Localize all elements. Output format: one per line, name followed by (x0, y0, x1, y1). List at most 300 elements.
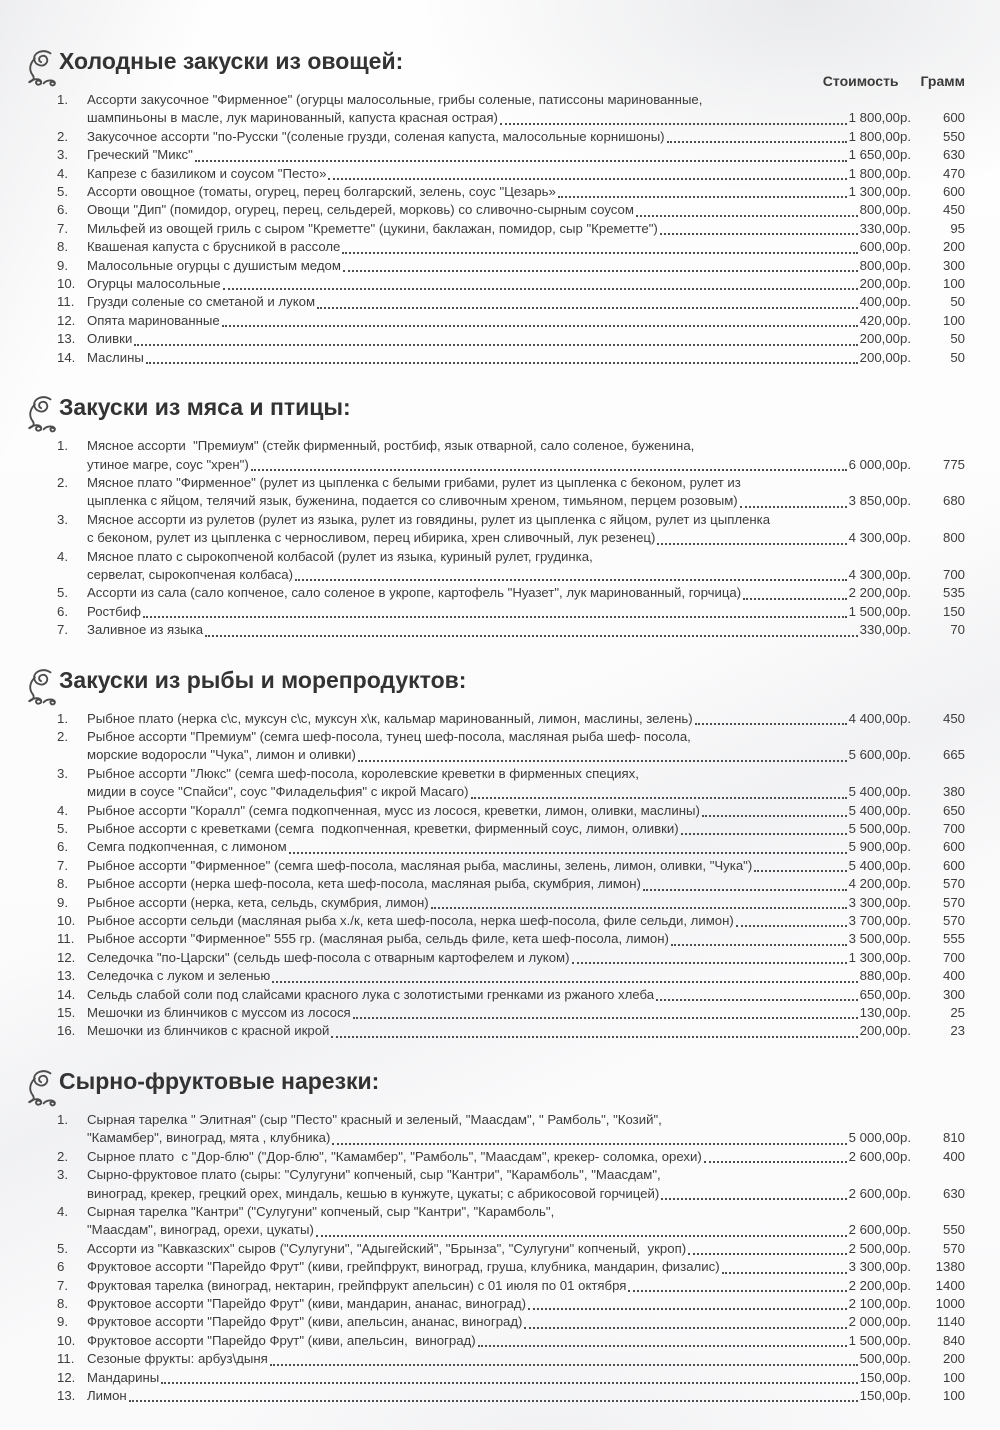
item-grams: 450 (942, 710, 965, 726)
item-last-line (87, 529, 911, 547)
item-grams: 1000 (935, 1295, 965, 1311)
menu-item-row (57, 728, 965, 765)
item-text: цыпленка с яйцом, телячий язык, буженина, подается со сливочным хреном, тимьяном, перцем розовым) (87, 493, 738, 509)
menu-item-row (57, 165, 965, 183)
item-last-line (87, 857, 911, 875)
item-price: 3 500,00р. (848, 931, 911, 947)
menu-item-row (57, 511, 965, 548)
item-price: 800,00р. (859, 202, 911, 218)
item-last-line (87, 1350, 911, 1368)
item-text-line: Сырная тарелка " Элитная" (сыр "Песто" красный и зеленый, "Маасдам", " Рамболь", "Козий", (87, 1111, 662, 1127)
item-body (87, 603, 911, 621)
item-last-line (87, 1004, 911, 1022)
item-text: Фруктовая тарелка (виноград, нектарин, грейпфрукт апельсин) с 01 июля по 01 октября (87, 1277, 627, 1293)
dot-leader (681, 833, 847, 835)
item-number: 13. (57, 968, 76, 984)
item-number: 3. (57, 1167, 68, 1183)
item-last-line (87, 820, 911, 838)
dot-leader (478, 1345, 847, 1347)
item-grams: 570 (942, 876, 965, 892)
price-column-header: Стоимость (822, 73, 899, 89)
item-number: 8. (57, 1295, 68, 1311)
item-text-line: Мясное плато с сырокопченой колбасой (рулет из языка, куриный рулет, грудинка, (87, 548, 593, 564)
dot-leader (643, 889, 847, 891)
item-number: 5. (57, 821, 68, 836)
menu-item-row (57, 201, 965, 219)
dot-leader (331, 1036, 857, 1038)
item-text: Рыбное ассорти "Фирменное" 555 гр. (масляная рыба, сельдь филе, кета шеф-посола, лимон) (87, 931, 669, 947)
dot-leader (660, 233, 858, 235)
item-price: 5 900,00р. (848, 839, 911, 855)
item-text: Опята маринованные (87, 312, 220, 328)
dot-leader (695, 723, 847, 725)
item-last-line (87, 1277, 911, 1295)
item-text: "Камамбер", виноград, мята , клубника) (87, 1130, 331, 1146)
menu-item-row (57, 1313, 965, 1331)
item-grams: 700 (942, 566, 965, 582)
item-body (87, 728, 911, 765)
dot-leader (222, 325, 858, 327)
item-last-line (87, 146, 911, 164)
item-number: 5. (57, 585, 68, 601)
item-text: Фруктовое ассорти "Парейдо Фрут" (киви, апельсин, ананас, виноград) (87, 1314, 523, 1330)
item-grams: 25 (950, 1005, 965, 1021)
item-number: 10. (57, 913, 76, 929)
flourish-icon (23, 1067, 63, 1111)
menu-item-row (57, 1166, 965, 1203)
item-last-line (87, 1129, 911, 1147)
item-body (87, 349, 911, 367)
item-price: 4 300,00р. (848, 530, 911, 546)
menu-item-row (57, 275, 965, 293)
item-price: 2 500,00р. (848, 1240, 911, 1256)
item-body (87, 857, 911, 875)
item-grams: 570 (942, 1240, 965, 1256)
item-text-line: Рыбное ассорти "Люкс" (семга шеф-посола, королевские креветки в фирменных специях, (87, 765, 639, 781)
item-last-line (87, 1221, 911, 1239)
dot-leader (471, 797, 847, 799)
item-price: 5 400,00р. (848, 857, 911, 873)
item-text: сервелат, сырокопченая колбаса) (87, 566, 293, 582)
dot-leader (270, 1364, 858, 1366)
item-text: Ростбиф (87, 603, 141, 619)
item-text: Квашеная капуста с брусникой в рассоле (87, 239, 341, 255)
item-grams: 100 (942, 276, 965, 292)
item-grams: 570 (942, 913, 965, 929)
item-price: 200,00р. (859, 276, 911, 292)
item-text: с беконом, рулет из цыпленка с черносливом, перец ибирика, хрен сливочный, лук резенец) (87, 530, 656, 546)
menu-section (57, 665, 965, 1041)
item-text: утиное магре, соус "хрен") (87, 456, 249, 472)
item-grams: 200 (942, 239, 965, 255)
item-body (87, 511, 911, 548)
item-body (87, 1240, 911, 1258)
item-body (87, 1148, 911, 1166)
dot-leader (289, 852, 847, 854)
item-grams: 600 (942, 184, 965, 200)
item-text: Селедочка с луком и зеленью (87, 968, 271, 984)
menu-item-row (57, 1240, 965, 1258)
flourish-icon (23, 393, 63, 437)
item-last-line (87, 183, 911, 201)
item-last-line (87, 1148, 911, 1166)
item-number: 2. (57, 728, 68, 744)
item-last-line (87, 1258, 911, 1276)
item-grams: 1140 (936, 1314, 965, 1330)
item-price: 3 850,00р. (848, 493, 911, 509)
item-body (87, 312, 911, 330)
dot-leader (722, 1272, 847, 1274)
item-grams: 150 (942, 603, 965, 619)
item-text: Грузди соленые со сметаной и луком (87, 294, 316, 310)
item-number: 6. (57, 202, 68, 218)
item-number: 7. (57, 1277, 68, 1293)
item-last-line (87, 1332, 911, 1350)
menu-item-row (57, 967, 965, 985)
dot-leader (524, 1327, 846, 1329)
item-price: 880,00р. (859, 968, 911, 984)
item-price: 130,00р. (859, 1005, 911, 1021)
item-price: 500,00р. (859, 1351, 911, 1367)
item-text-line: Сырная тарелка "Кантри" ("Сулугуни" копченый, сыр "Кантри", "Карамболь", (87, 1203, 555, 1219)
menu-item-row (57, 584, 965, 602)
menu-item-row (57, 1203, 965, 1240)
item-grams: 650 (942, 802, 965, 818)
item-text-line: Рыбное ассорти "Премиум" (семга шеф-посола, тунец шеф-посола, масляная рыба шеф- посола, (87, 728, 691, 744)
item-body (87, 165, 911, 183)
item-last-line (87, 894, 911, 912)
item-body (87, 91, 911, 128)
item-text: Рыбное ассорти (нерка, кета, сельдь, скумбрия, лимон) (87, 894, 429, 910)
item-body (87, 1387, 911, 1405)
item-number: 15. (57, 1005, 76, 1021)
item-price: 400,00р. (859, 294, 911, 310)
item-body (87, 1369, 911, 1387)
item-number: 13. (57, 331, 76, 347)
item-number: 16. (57, 1023, 76, 1039)
item-price: 1 650,00р. (848, 147, 911, 163)
item-body (87, 802, 911, 820)
item-grams: 775 (942, 456, 965, 472)
item-text: морские водоросли "Чука", лимон и оливки) (87, 747, 356, 763)
item-body (87, 201, 911, 219)
item-number: 7. (57, 622, 68, 638)
menu-item-row (57, 1332, 965, 1350)
item-price: 2 600,00р. (848, 1185, 911, 1201)
item-number: 3. (57, 147, 68, 163)
item-number: 8. (57, 876, 68, 892)
item-text: Заливное из языка (87, 622, 204, 638)
item-grams: 570 (942, 894, 965, 910)
item-grams: 840 (942, 1332, 965, 1348)
item-grams: 1400 (935, 1277, 965, 1293)
item-body (87, 986, 911, 1004)
item-body (87, 1258, 911, 1276)
item-body (87, 967, 911, 985)
item-body (87, 330, 911, 348)
item-text: Малосольные огурцы с душистым медом (87, 257, 341, 273)
dot-leader (134, 344, 857, 346)
item-text: Рыбное ассорти с креветками (семга подкопченная, креветки, фирменный соус, лимон, оливки) (87, 821, 679, 836)
item-text-line: Мясное ассорти "Премиум" (стейк фирменный, ростбиф, язык отварной, сало соленое, буженина, (87, 438, 695, 454)
item-body (87, 838, 911, 856)
menu-item-row (57, 1022, 965, 1040)
item-last-line (87, 1240, 911, 1258)
item-grams: 680 (942, 493, 965, 509)
menu-item-row (57, 930, 965, 948)
menu-item-row (57, 1369, 965, 1387)
item-body (87, 257, 911, 275)
item-last-line (87, 710, 911, 728)
menu-item-row (57, 183, 965, 201)
item-text: Сельдь слабой соли под слайсами красного лука с золотистыми гренками из ржаного хлеба (87, 986, 655, 1002)
dot-leader (671, 944, 847, 946)
menu-item-row (57, 1277, 965, 1295)
dot-leader (328, 178, 846, 180)
item-number: 3. (57, 765, 68, 781)
item-last-line (87, 492, 911, 510)
item-price: 2 600,00р. (848, 1148, 911, 1164)
item-last-line (87, 584, 911, 602)
item-number: 12. (57, 1369, 76, 1385)
section-title (59, 46, 965, 76)
item-price: 1 500,00р. (848, 1332, 911, 1348)
item-last-line (87, 1022, 911, 1040)
item-last-line (87, 1295, 911, 1313)
dot-leader (129, 1400, 858, 1402)
item-number: 14. (57, 986, 76, 1002)
item-text: Ассорти овощное (томаты, огурец, перец болгарский, зелень, соус "Цезарь» (87, 184, 556, 200)
item-grams: 550 (942, 128, 965, 144)
item-text: Оливки (87, 331, 133, 347)
item-text: "Маасдам", виноград, орехи, цукаты) (87, 1222, 314, 1238)
item-text: Фруктовое ассорти "Парейдо Фрут" (киви, грейпфрукт, виноград, груша, клубника, мандарин, физалис) (87, 1259, 720, 1275)
item-grams: 100 (942, 1369, 965, 1385)
menu-item-row (57, 220, 965, 238)
item-number: 10. (57, 1332, 76, 1348)
item-price: 1 800,00р. (848, 128, 911, 144)
item-grams: 630 (942, 147, 965, 163)
item-grams: 665 (942, 747, 965, 763)
item-grams: 600 (942, 857, 965, 873)
item-last-line (87, 165, 911, 183)
item-last-line (87, 566, 911, 584)
item-price: 1 300,00р. (848, 184, 911, 200)
item-grams: 470 (942, 165, 965, 181)
item-last-line (87, 293, 911, 311)
item-price: 600,00р. (859, 239, 911, 255)
menu-item-row (57, 802, 965, 820)
item-number: 6. (57, 839, 68, 855)
item-price: 150,00р. (859, 1387, 911, 1403)
dot-leader (688, 1253, 847, 1255)
item-price: 5 600,00р. (848, 747, 911, 763)
dot-leader (754, 870, 846, 872)
dot-leader (295, 579, 847, 581)
item-last-line (87, 746, 911, 764)
item-number: 2. (57, 474, 68, 490)
menu-item-row (57, 349, 965, 367)
menu-item-row (57, 1350, 965, 1368)
dot-leader (572, 962, 847, 964)
item-number: 3. (57, 511, 68, 527)
item-price: 2 000,00р. (848, 1314, 911, 1330)
item-text: Мешочки из блинчиков с муссом из лосося (87, 1005, 351, 1021)
menu-item-row (57, 1148, 965, 1166)
dot-leader (251, 469, 847, 471)
grams-column-header: Грамм (920, 73, 965, 89)
item-number: 5. (57, 184, 68, 200)
item-grams: 630 (942, 1185, 965, 1201)
item-grams: 550 (942, 1222, 965, 1238)
item-text: шампиньоны в масле, лук маринованный, капуста красная острая) (87, 110, 498, 126)
item-price: 150,00р. (859, 1369, 911, 1385)
dot-leader (736, 925, 847, 927)
dot-leader (342, 252, 857, 254)
item-price: 5 400,00р. (848, 784, 911, 800)
dot-leader (628, 1290, 846, 1292)
item-price: 5 500,00р. (848, 821, 911, 836)
item-grams: 380 (942, 784, 965, 800)
dot-leader (353, 1017, 858, 1019)
item-text-line: Сырно-фруктовое плато (сыры: "Сулугуни" копченый, сыр "Кантри", "Карамболь", "Маасдам", (87, 1167, 661, 1183)
item-number: 9. (57, 1314, 68, 1330)
item-number: 14. (57, 349, 76, 365)
item-grams: 23 (950, 1023, 965, 1039)
item-text-line: Мясное плато "Фирменное" (рулет из цыпленка с белыми грибами, рулет из цыпленка с беконом, рулет из (87, 474, 741, 490)
item-text: Фруктовое ассорти "Парейдо Фрут" (киви, апельсин, виноград) (87, 1332, 476, 1348)
item-last-line (87, 875, 911, 893)
item-last-line (87, 109, 911, 127)
item-body (87, 894, 911, 912)
item-number: 2. (57, 128, 68, 144)
item-body (87, 1313, 911, 1331)
section-title (59, 392, 965, 422)
item-grams: 400 (942, 1148, 965, 1164)
item-body (87, 621, 911, 639)
item-last-line (87, 349, 911, 367)
item-body (87, 1203, 911, 1240)
item-last-line (87, 783, 911, 801)
item-text: Мешочки из блинчиков с красной икрой (87, 1023, 330, 1039)
item-number: 11. (57, 1351, 75, 1367)
dot-leader (740, 506, 847, 508)
dot-leader (702, 815, 847, 817)
item-number: 10. (57, 276, 76, 292)
item-number: 1. (57, 1111, 68, 1127)
item-number: 9. (57, 894, 68, 910)
dot-leader (636, 215, 858, 217)
item-body (87, 710, 911, 728)
item-price: 3 300,00р. (848, 894, 911, 910)
item-last-line (87, 312, 911, 330)
item-price: 420,00р. (859, 312, 911, 328)
item-grams: 800 (942, 530, 965, 546)
item-last-line (87, 201, 911, 219)
item-body (87, 949, 911, 967)
item-last-line (87, 949, 911, 967)
item-text: Греческий "Микс" (87, 147, 193, 163)
item-last-line (87, 1185, 911, 1203)
item-number: 1. (57, 438, 68, 454)
item-price: 330,00р. (859, 220, 911, 236)
item-grams: 200 (942, 1351, 965, 1367)
item-last-line (87, 603, 911, 621)
item-body (87, 128, 911, 146)
item-number: 1. (57, 710, 68, 726)
item-price: 3 700,00р. (848, 913, 911, 929)
dot-leader (316, 1235, 847, 1237)
item-number: 9. (57, 257, 68, 273)
item-number: 2. (57, 1148, 68, 1164)
menu-section (57, 392, 965, 639)
item-last-line (87, 1387, 911, 1405)
item-grams: 700 (942, 821, 965, 836)
item-text: мидии в соусе "Спайси", соус "Филадельфия" с икрой Масаго) (87, 784, 469, 800)
section-title-text: Холодные закуски из овощей: (59, 48, 404, 74)
item-text: виноград, крекер, грецкий орех, миндаль, кешью в кунжуте, цукаты; с абрикосовой горчицей) (87, 1185, 660, 1201)
menu-item-row (57, 621, 965, 639)
item-price: 4 300,00р. (848, 566, 911, 582)
item-number: 12. (57, 949, 76, 965)
item-last-line (87, 128, 911, 146)
item-price: 1 800,00р. (848, 110, 911, 126)
item-price: 2 600,00р. (848, 1222, 911, 1238)
menu-sections (57, 46, 965, 1405)
item-text: Рыбное ассорти (нерка шеф-посола, кета шеф-посола, масляная рыба, скумбрия, лимон) (87, 876, 641, 892)
item-body (87, 765, 911, 802)
item-grams: 300 (942, 257, 965, 273)
dot-leader (223, 288, 858, 290)
menu-section (57, 1066, 965, 1406)
item-price: 2 200,00р. (848, 585, 911, 601)
item-body (87, 820, 911, 838)
item-number: 8. (57, 239, 68, 255)
section-title (59, 665, 965, 695)
item-price: 200,00р. (859, 349, 911, 365)
item-price: 200,00р. (859, 331, 911, 347)
menu-item-row (57, 875, 965, 893)
item-last-line (87, 986, 911, 1004)
dot-leader (143, 616, 847, 618)
item-price: 200,00р. (859, 1023, 911, 1039)
dot-leader (146, 362, 858, 364)
item-last-line (87, 220, 911, 238)
section-title-text: Закуски из рыбы и морепродуктов: (59, 666, 467, 693)
menu-item-row (57, 765, 965, 802)
item-last-line (87, 1369, 911, 1387)
item-price: 800,00р. (859, 257, 911, 273)
dot-leader (332, 1143, 846, 1145)
menu-item-row (57, 474, 965, 511)
item-text: Сырное плато с "Дор-блю" ("Дор-блю", "Камамбер", "Рамболь", "Маасдам", крекер- соломка, орехи) (87, 1148, 702, 1164)
item-text: Селедочка "по-Царски" (сельдь шеф-посола с отварным картофелем и луком) (87, 949, 570, 965)
item-body (87, 146, 911, 164)
item-grams: 50 (950, 331, 965, 347)
item-grams: 555 (942, 931, 965, 947)
item-grams: 300 (942, 986, 965, 1002)
item-number: 4. (57, 548, 68, 564)
item-text: Овощи "Дип" (помидор, огурец, перец, сельдерей, морковь) со сливочно-сырным соусом (87, 202, 634, 218)
item-number: 12. (57, 312, 76, 328)
item-body (87, 1277, 911, 1295)
menu-item-row (57, 128, 965, 146)
item-price: 5 400,00р. (848, 802, 911, 818)
item-body (87, 238, 911, 256)
item-number: 13. (57, 1387, 76, 1403)
item-text: Ассорти из сала (сало копченое, сало соленое в укропе, картофель "Нуазет", лук маринованный, горчица) (87, 585, 742, 601)
item-body (87, 584, 911, 602)
